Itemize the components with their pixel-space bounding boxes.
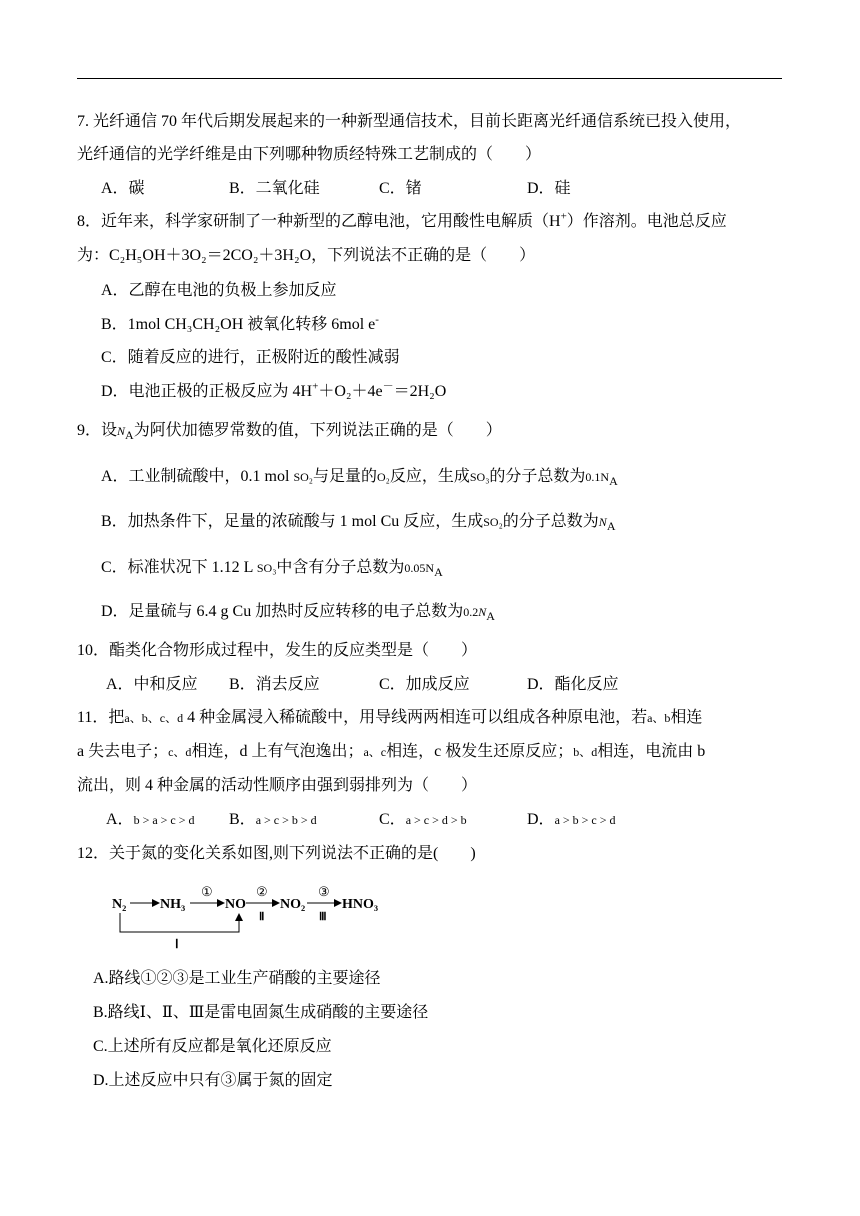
diagram-step3-roman: Ⅲ xyxy=(319,911,327,923)
diagram-no: NO xyxy=(225,897,246,912)
nitrogen-cycle-diagram xyxy=(108,880,398,952)
q10-option-d: D．酯化反应 xyxy=(527,676,619,693)
route-i-bracket xyxy=(120,913,239,932)
q9-option-d: D．足量硫与 6.4 g Cu 加热时反应转移的电子总数为$0.2N_A$ xyxy=(101,603,495,624)
q11-option-d: D．a > b > c > d xyxy=(527,811,616,828)
q9-option-b: B．加热条件下，足量的浓硫酸与 1 mol Cu 反应，生成SO₂的分子总数为$N_A$ xyxy=(101,513,616,534)
q10-option-b: B．消去反应 xyxy=(229,676,320,693)
diagram-step3: ③ xyxy=(318,884,330,899)
header-rule xyxy=(77,78,782,79)
diagram-hno3: HNO₃ xyxy=(342,897,379,912)
q11-stem-line1: 11．把a、b、c、d 4 种金属浸入稀硫酸中，用导线两两相连可以组成各种原电池，若a、b相连 xyxy=(77,709,703,726)
diagram-no2: NO₂ xyxy=(280,897,306,912)
q7-stem-line2: 光纤通信的光学纤维是由下列哪种物质经特殊工艺制成的（ ） xyxy=(77,146,542,163)
q8-option-a: A．乙醇在电池的负极上参加反应 xyxy=(101,282,337,299)
q12-option-a: A.路线①②③是工业生产硝酸的主要途径 xyxy=(93,970,381,987)
q8-option-b: B．1mol CH₃CH₂OH 被氧化转移 6mol e- xyxy=(101,313,379,333)
diagram-step2-roman: Ⅱ xyxy=(259,911,265,923)
q9-option-c: C．标准状况下 1.12 L SO₃中含有分子总数为$0.05N_A$ xyxy=(101,559,443,580)
q11-option-c: C．a > c > d > b xyxy=(379,811,467,828)
q8-option-c: C．随着反应的进行，正极附近的酸性减弱 xyxy=(101,349,400,366)
diagram-nh3: NH₃ xyxy=(160,897,186,912)
q8-stem-line1: 8．近年来，科学家研制了一种新型的乙醇电池，它用酸性电解质（H+）作溶剂。电池总反应 xyxy=(77,210,727,230)
q10-option-a: A．中和反应 xyxy=(106,676,198,693)
q12-option-b: B.路线Ⅰ、Ⅱ、Ⅲ是雷电固氮生成硝酸的主要途径 xyxy=(93,1004,429,1021)
q12-stem: 12．关于氮的变化关系如图,则下列说法不正确的是( ) xyxy=(77,845,476,862)
q11-option-a: A．b > a > c > d xyxy=(106,811,195,828)
q8-option-d: D．电池正极的正极反应为 4H+＋O₂＋4e－＝2H₂O xyxy=(101,380,447,400)
q7-option-b: B．二氧化硅 xyxy=(229,180,320,197)
q7-stem-line1: 7. 光纤通信 70 年代后期发展起来的一种新型通信技术，目前长距离光纤通信系统已投入使用， xyxy=(77,113,742,130)
q7-option-a: A．碳 xyxy=(101,180,145,197)
q12-option-c: C.上述所有反应都是氧化还原反应 xyxy=(93,1038,332,1055)
diagram-step2: ② xyxy=(256,884,268,899)
q9-option-a: A．工业制硫酸中，0.1 mol SO₂与足量的O₂反应，生成SO₃的分子总数为$0.1N_A$ xyxy=(101,468,618,489)
q10-option-c: C．加成反应 xyxy=(379,676,470,693)
q7-option-c: C．锗 xyxy=(379,180,422,197)
q11-stem-line3: 流出，则 4 种金属的活动性顺序由强到弱排列为（ ） xyxy=(77,777,478,794)
q8-stem-line2: 为：C₂H₅OH＋3O₂＝2CO₂＋3H₂O，下列说法不正确的是（ ） xyxy=(77,247,536,264)
q11-stem-line2: a 失去电子；c、d相连，d 上有气泡逸出；a、c相连，c 极发生还原反应；b、d相连，电流由 b xyxy=(77,743,706,760)
q12-option-d: D.上述反应中只有③属于氮的固定 xyxy=(93,1072,333,1089)
q7-option-d: D．硅 xyxy=(527,180,571,197)
diagram-step1: ① xyxy=(201,884,213,899)
q11-option-b: B．a > c > b > d xyxy=(229,811,317,828)
diagram-route-i: Ⅰ xyxy=(175,937,179,951)
diagram-n2: N₂ xyxy=(112,897,127,912)
q10-stem: 10．酯类化合物形成过程中，发生的反应类型是（ ） xyxy=(77,642,478,659)
q9-stem: 9．设$N_A$为阿伏加德罗常数的值，下列说法正确的是（ ） xyxy=(77,422,502,443)
